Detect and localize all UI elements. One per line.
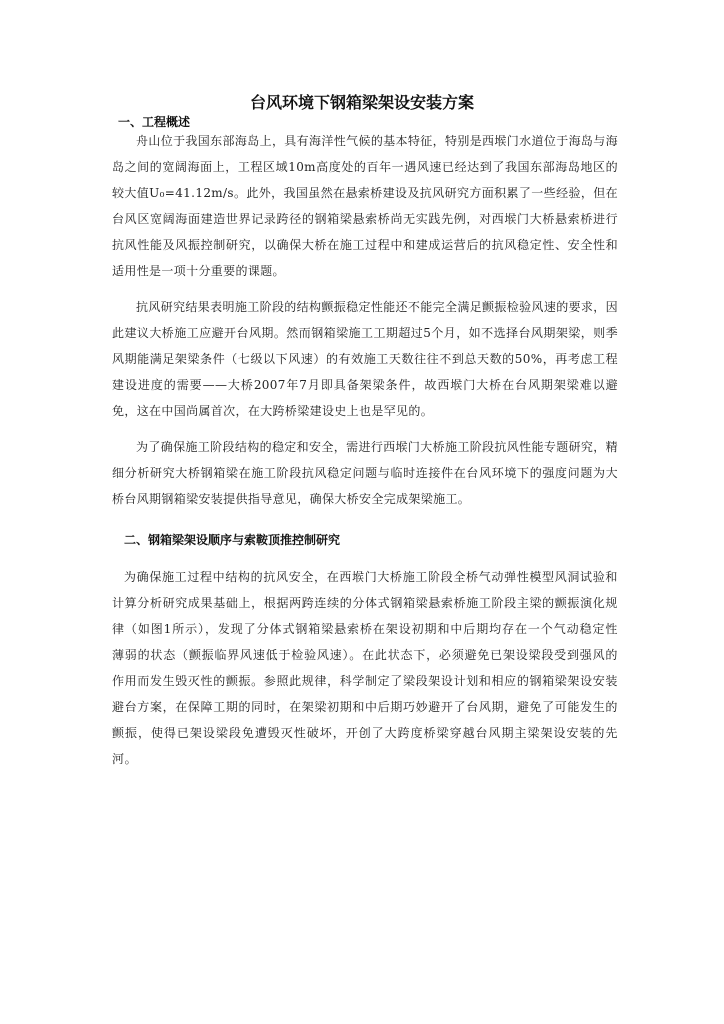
paragraph-erection-sequence-1: 为确保施工过程中结构的抗风安全，在西堠门大桥施工阶段全桥气动弹性模型风洞试验和计算分析研究成果基础上，根据两跨连续的分体式钢箱梁悬索桥施工阶段主梁的颤振演化规律（如图1所示），发现了分体式钢箱梁悬索桥在架设初期和中后期均存在一个气动稳定性薄弱的状态（颤振临界风速低于检验风速）。在此状态下，必须避免已架设梁段受到强风的作用而发生毁灭性的颤振。参照此规律，科学制定了梁段架设计划和相应的钢箱梁架设安装避台方案，在保障工期的同时，在架梁初期和中后期巧妙避开了台风期，避免了可能发生的颤振，使得已架设梁段免遭毁灭性破坏，开创了大跨度桥梁穿越台风期主梁架设安装的先河。 [112, 570, 618, 766]
paragraph-overview-3: 为了确保施工阶段结构的稳定和安全，需进行西堠门大桥施工阶段抗风性能专题研究，精细分析研究大桥钢箱梁在施工阶段抗风稳定问题与临时连接件在台风环境下的强度问题为大桥台风期钢箱梁安装提供指导意见，确保大桥安全完成架梁施工。 [112, 440, 618, 506]
section-heading-erection-sequence: 二、钢箱梁架设顺序与索鞍顶推控制研究 [124, 533, 341, 547]
paragraph-overview-2: 抗风研究结果表明施工阶段的结构颤振稳定性能还不能完全满足颤振检验风速的要求，因此建议大桥施工应避开台风期。然而钢箱梁施工工期超过5个月，如不选择台风期架梁，则季风期能满足架梁条件（七级以下风速）的有效施工天数往往不到总天数的50%，再考虑工程建设进度的需要——大桥2007年7月即具备架梁条件，故西堠门大桥在台风期架梁难以避免，这在中国尚属首次，在大跨桥梁建设史上也是罕见的。 [112, 300, 618, 418]
paragraph-overview-1: 舟山位于我国东部海岛上，具有海洋性气候的基本特征，特别是西堠门水道位于海岛与海岛之间的宽阔海面上，工程区域10m高度处的百年一遇风速已经达到了我国东部海岛地区的较大值U₀=41.12m/s。此外，我国虽然在悬索桥建设及抗风研究方面积累了一些经验，但在台风区宽阔海面建造世界记录跨径的钢箱梁悬索桥尚无实践先例，对西堠门大桥悬索桥进行抗风性能及风振控制研究，以确保大桥在施工过程中和建成运营后的抗风稳定性、安全性和适用性是一项十分重要的课题。 [112, 134, 618, 278]
section-heading-overview: 一、工程概述 [118, 115, 191, 129]
document-title: 台风环境下钢箱梁架设安装方案 [249, 93, 474, 112]
